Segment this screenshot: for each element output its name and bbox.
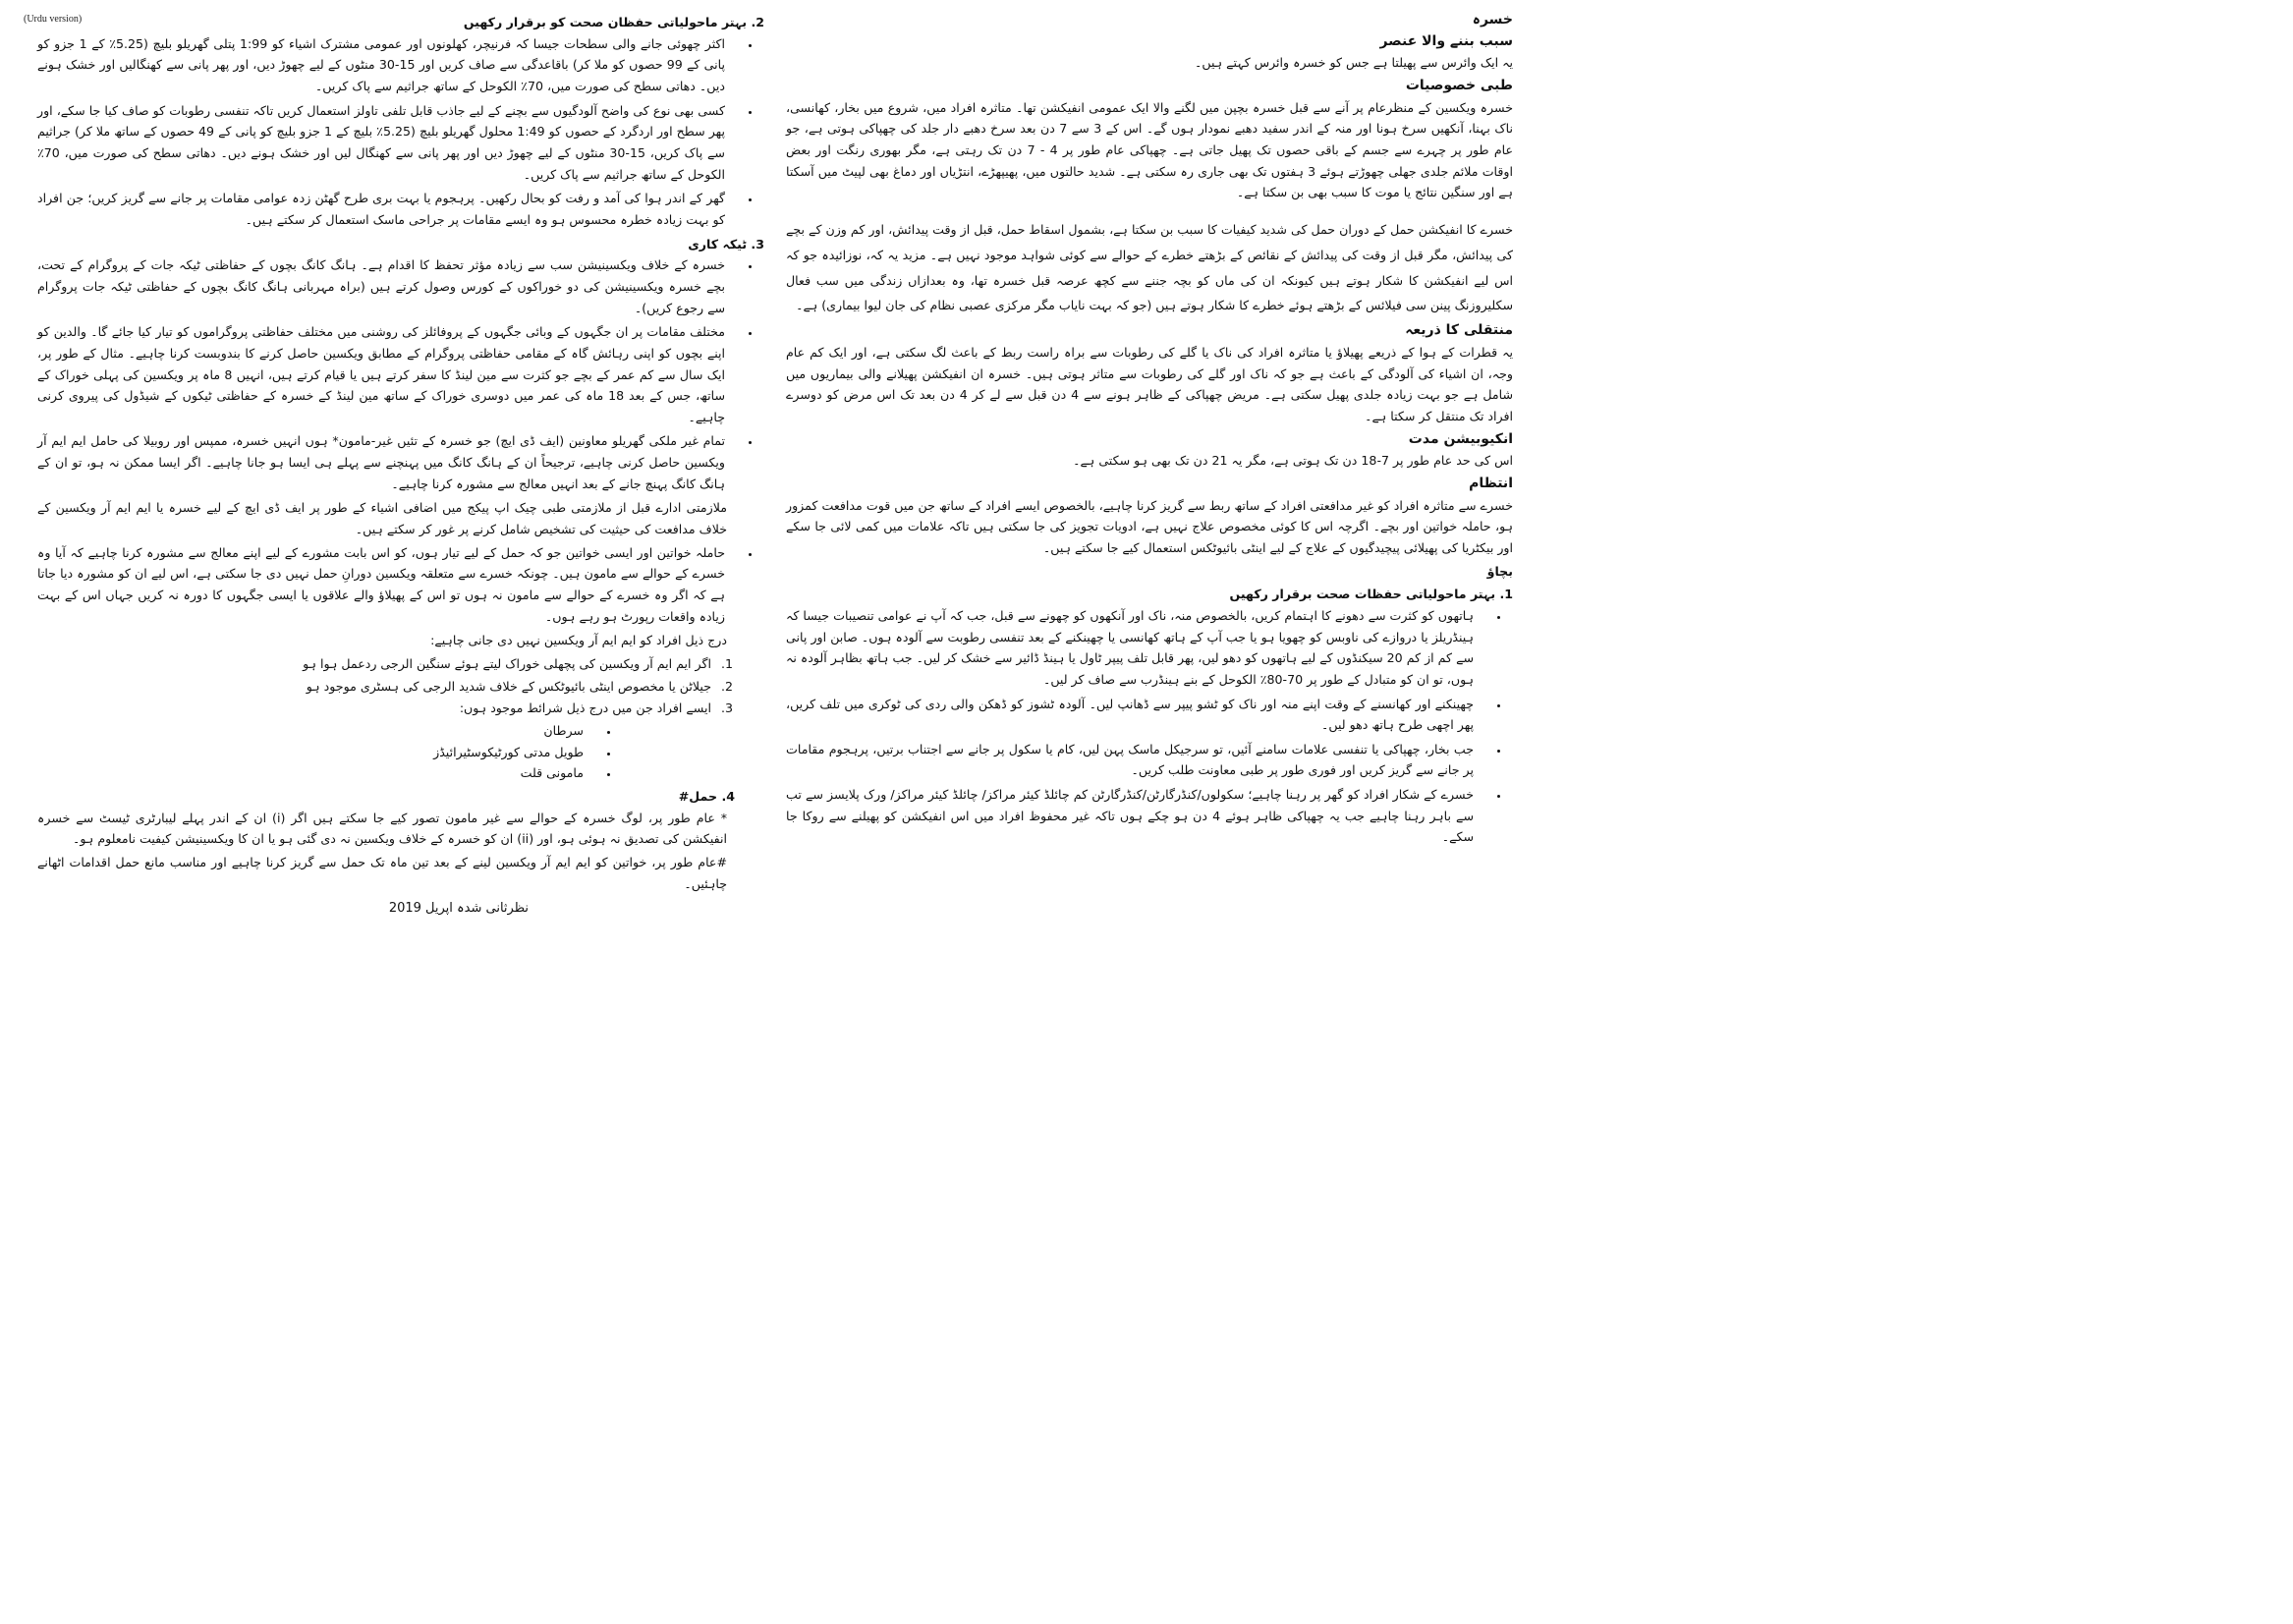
list-item: • خسرہ کے خلاف ویکسینیشن سب سے زیادہ مؤثر تحفظ کا اقدام ہے۔ ہانگ کانگ بچوں کے حفاظتی ٹیکہ جات کے پروگرام کے تحت، بچے خسرہ ویکسینیشن کی دو خوراکوں کے کورس وصول کرتے ہیں (براہ مہربانی ہانگ کانگ بچوں کے حفاظتی ٹیکہ جات پروگرام سے رجوع کریں)۔ <box>37 254 739 318</box>
document-title: خسرہ <box>1472 12 1513 28</box>
agent-heading: سبب بننے والا عنصر <box>1379 32 1513 49</box>
mmr-exclusion-intro: درج ذیل افراد کو ایم ایم آر ویکسین نہیں دی جانی چاہیے: <box>430 633 727 648</box>
hygiene-bullet-list <box>786 605 1513 848</box>
incubation-heading: انکیوبیشن مدت <box>1408 430 1513 447</box>
transmission-text: یہ قطرات کے ہوا کے ذریعے پھیلاؤ یا متاثرہ افراد کی ناک یا گلے کی رطوبات سے براہ راست ربط کے باعث لگ سکتی ہے، اور ایک کم عام وجہ، ان اشیاء کی آلودگی کے باعث ہے جو کہ ناک اور گلے کی رطوبات سے متاثر ہوتی ہیں۔ خسرہ ان انفیکشن پھیلانے والی بیماریوں میں شامل ہے جو بہت زیادہ جلدی پھیل سکتی ہے۔ مریض چھپاکی کے ظاہر ہونے سے 4 دن قبل سے لے کر 4 دن بعد تک اس مرض کو دوسرے افراد تک منتقل کر سکتا ہے۔ <box>786 344 1514 423</box>
prevention-subheading-2: 2. بہتر ماحولیاتی حفظان صحت کو برقرار رکھیں <box>463 15 764 29</box>
list-item: • کسی بھی نوع کی واضح آلودگیوں سے بچنے کے لیے جاذب قابل تلفی تاولز استعمال کریں تاکہ تنفسی رطوبات کو صاف کیا جا سکے، اور پھر سطح اور اردگرد کے حصوں کو 1:49 محلول گھریلو بلیچ (5.25٪ بلیچ کے 1 جزو بلیچ کو پانی کے 49 حصوں کے ساتھ ملا کر) جراثیم سے پاک کریں، 15-30 منٹوں کے لیے چھوڑ دیں اور پھر پانی سے کھنگال لیں اور خشک ہونے دیں۔ دھاتی سطح کی صورت میں، 70٪ الکوحل کے ساتھ جراثیم سے پاک کریں۔ <box>37 100 739 186</box>
list-item: • جب بخار، چھپاکی یا تنفسی علامات سامنے آئیں، تو سرجیکل ماسک پہن لیں، کام یا سکول پر جانے سے اجتناب برتیں، پرہجوم مقامات پر جانے سے گریز کریں اور فوری طور پر طبی معاونت طلب کریں۔ <box>786 739 1487 781</box>
list-item: • طویل مدتی کورٹیکوسٹیرائیڈز <box>37 742 597 763</box>
footnote-pregnancy: #عام طور پر، خواتین کو ایم ایم آر ویکسین لینے کے بعد تین ماہ تک حمل سے گریز کرنا چاہیے اور مناسب مانع حمل اقدامات اٹھانے چاہئیں۔ <box>37 854 727 891</box>
list-item: • سرطان <box>37 720 597 742</box>
vaccination-bullet-list <box>37 254 764 494</box>
prevention-subheading-4: 4. حمل# <box>678 788 735 804</box>
list-item: • تمام غیر ملکی گھریلو معاونین (ایف ڈی ایچ) جو خسرہ کے تئیں غیر-مامون* ہوں انہیں خسرہ، ممپس اور روبیلا کی حامل ایم ایم آر ویکسین حاصل کرنی چاہیے، ترجیحاً ان کے ہانگ کانگ میں پہنچنے سے پہلے ہی ایسا ہو جانا چاہیے۔ اگر ایسا ممکن نہ ہو، تو ان کے ہانگ کانگ پہنچ جانے کے بعد انہیں معالج سے مشورہ کرنا چاہیے۔ <box>37 430 739 494</box>
environment-bullet-list <box>37 33 764 231</box>
footnote-non-immune: * عام طور پر، لوگ خسرہ کے حوالے سے غیر مامون تصور کیے جا سکتے ہیں اگر (i) ان کے اندر پہلے لیبارٹری ٹیسٹ سے خسرہ انفیکشن کی تصدیق نہ ہوئی ہو، اور (ii) ان کو خسرہ کے خلاف ویکسین نہ دی گئی ہو یا ان کا ویکسینیشن کیفیت نامعلوم ہو۔ <box>37 810 727 847</box>
transmission-heading: منتقلی کا ذریعہ <box>1405 322 1513 339</box>
clinical-paragraph-2: خسرے کا انفیکشن حمل کے دوران حمل کی شدید کیفیات کا سبب بن سکتا ہے، بشمول اسقاط حمل، قبل از وقت پیدائش، اور کم وزن کے بچے کی پیدائش، مگر قبل از وقت کی پیدائش کے نقائص کے بڑھتے خطرے کے حوالے سے کوئی شواہد موجود نہیں ہے۔ مزید یہ کہ، نوزائیدہ جو کہ اس لیے انفیکشن کا شکار ہوتے ہیں کیونکہ ان کی ماں کو بچہ جننے سے کچھ عرصہ قبل خسرہ تھا، وہ بعدازاں زندگی میں سب فعال سکلیروزنگ پینن سی فیلائس کے بڑھتے ہوئے خطرے کا شکار ہوتے ہیں (جو کہ بہت نایاب مگر مرکزی عصبی نظام کی جان لیوا بیماری) ہے۔ <box>786 222 1513 313</box>
clinical-heading: طبی خصوصیات <box>1405 78 1513 94</box>
employer-note: ملازمتی ادارے قبل از ملازمتی طبی چیک اپ پیکج میں اضافی اشیاء کے طور پر ایف ڈی ایچ کے لیے خسرہ یا ایم ایم آر ویکسین کے خلاف مدافعت کی حیثیت کی تشخیص شامل کرنے پر غور کر سکتے ہیں۔ <box>37 500 727 537</box>
list-item: • حاملہ خواتین اور ایسی خواتین جو کہ حمل کے لیے تیار ہوں، کو اس بابت مشورے کے لیے اپنے معالج سے مشورہ کرنا چاہیے کہ آیا وہ خسرے کے حوالے سے مامون ہیں۔ چونکہ خسرے سے متعلقہ ویکسین دورانِ حمل نہیں دی جا سکتی ہے، اس لیے ان کو مشورہ دیا جاتا ہے کہ اگر وہ خسرے کے حوالے سے مامون نہ ہوں تو اس کے پھیلاؤ والے علاقوں یا ایسی جگہوں کا دورہ نہ کریں جہاں اس کے بہت زیادہ واقعات رپورٹ ہو رہے ہوں۔ <box>37 542 739 628</box>
list-item: • ہاتھوں کو کثرت سے دھونے کا اہتمام کریں، بالخصوص منہ، ناک اور آنکھوں کو چھونے سے قبل، جب کہ آپ نے عوامی تنصیبات جیسا کہ ہینڈریلز یا دروازے کی ناوبس کو چھویا ہو یا جب آپ کے ہاتھ کھانسی یا چھینکنے کے بعد تنفسی رطوبت سے آلودہ ہوں۔ صابن اور پانی سے کم از کم 20 سیکنڈوں کے لیے ہاتھوں کو دھو لیں، پھر قابل تلف پیپر ٹاول یا ہینڈ ڈائیر سے خشک کر لیں۔ جب ہاتھ بظاہر آلودہ نہ ہوں، تو ان کو متبادل کے طور پر 70-80٪ الکوحل کے بنے ہینڈرب سے صاف کر لیں۔ <box>786 605 1487 691</box>
agent-text: یہ ایک وائرس سے پھیلتا ہے جس کو خسرہ وائرس کہتے ہیں۔ <box>1194 55 1513 71</box>
management-text: خسرے سے متاثرہ افراد کو غیر مدافعتی افراد کے ساتھ ربط سے گریز کرنا چاہیے، بالخصوص ایسے افراد کے ساتھ جن میں قوت مدافعت کمزور ہو، حاملہ خواتین اور بچے۔ اگرچہ اس کا کوئی مخصوص علاج نہیں ہے، ادویات تجویز کی جا سکتی ہیں تاکہ علامات میں کمی لائی جا سکے اور بیکٹریا کی پھیلائی پیچیدگیوں کے علاج کے لیے اینٹی بائیوٹکس استعمال کیے جا سکتے ہیں۔ <box>786 497 1513 555</box>
right-column <box>786 10 1513 851</box>
pregnancy-advice-list <box>37 542 764 628</box>
revision-date: نظرثانی شدہ اپریل 2019 <box>388 901 529 917</box>
prevention-heading: بچاؤ <box>1486 563 1513 579</box>
prevention-subheading-1: 1. بہتر ماحولیاتی حفظات صحت برقرار رکھیں <box>1229 587 1513 602</box>
list-item: • چھینکنے اور کھانسنے کے وقت اپنے منہ اور ناک کو ٹشو پیپر سے ڈھانپ لیں۔ آلودہ ٹشوز کو ڈھکن والی ردی کی ٹوکری میں تلف کریں، پھر اچھی طرح ہاتھ دھو لیں۔ <box>786 694 1487 736</box>
list-item: 3. ایسے افراد جن میں درج ذیل شرائط موجود ہوں: <box>37 698 717 719</box>
incubation-text: اس کی حد عام طور پر 7-18 دن تک ہوتی ہے، مگر یہ 21 دن تک بھی ہو سکتی ہے۔ <box>1073 453 1513 469</box>
prevention-subheading-3: 3. ٹیکہ کاری <box>688 236 764 252</box>
left-column <box>37 10 764 921</box>
list-item: 2. جیلاٹن یا مخصوص اینٹی بائیوٹکس کے خلاف شدید الرجی کی ہسٹری موجود ہو <box>37 676 717 698</box>
list-item: 1. اگر ایم ایم آر ویکسین کی پچھلی خوراک لیتے ہوئے سنگین الرجی ردعمل ہوا ہو <box>37 653 717 675</box>
management-heading: انتظام <box>1469 475 1513 491</box>
leaflet-page <box>0 0 1525 1081</box>
list-item: • خسرے کے شکار افراد کو گھر پر رہنا چاہیے؛ سکولوں/کنڈرگارٹن/کنڈرگارٹن کم چائلڈ کیئر مراکز/ چائلڈ کیئر مراکز/ ورک پلایسز سے تب سے باہر رہنا چاہیے جب یہ چھپاکی ظاہر ہوئے 4 دن ہو چکے ہوں تاکہ غیر محفوظ افراد میں اس انفیکشن کو پھیلنے سے روکا جا سکے۔ <box>786 784 1487 848</box>
list-item: • گھر کے اندر ہوا کی آمد و رفت کو بحال رکھیں۔ پرہجوم یا بہت بری طرح گھٹن زدہ عوامی مقامات پر جانے سے گریز کریں؛ جن افراد کو بہت زیادہ خطرہ محسوس ہو وہ ایسے مقامات پر جراحی ماسک استعمال کر سکتے ہیں۔ <box>37 188 739 230</box>
conditions-list <box>37 720 764 784</box>
mmr-exclusion-list <box>37 653 764 719</box>
list-item: • اکثر چھوئی جانے والی سطحات جیسا کہ فرنیچر، کھلونوں اور عمومی مشترک اشیاء کو 1:99 پتلی گھریلو بلیچ (5.25٪ کے 1 جزو کو پانی کے 99 حصوں کو ملا کر) باقاعدگی سے صاف کریں اور 15-30 منٹوں کے لیے چھوڑ دیں، اور پھر پانی سے کھنگالیں اور خشک ہونے دیں۔ دھاتی سطح کی صورت میں، 70٪ الکوحل کے ساتھ جراثیم سے پاک کریں۔ <box>37 33 739 97</box>
clinical-paragraph-1: خسرہ ویکسین کے منظرعام پر آنے سے قبل خسرہ بچپن میں لگنے والا ایک عمومی انفیکشن تھا۔ متاثرہ افراد میں، شروع میں بخار، کھانسی، ناک بہنا، آنکھیں سرخ ہونا اور منہ کے اندر سفید دھبے نمودار ہوں گے۔ اس کے 3 سے 7 دن بعد سرخ دھبے دار جلد کی چھپاکی ہوتی ہے، جو عام طور پر چہرے سے جسم کے باقی حصوں تک پھیل جاتی ہے۔ چھپاکی عام طور پر 4 - 7 دن تک رہتی ہے، مگر بھوری رنگت اور بعض اوقات ملائم جلدی جھلی چھوڑتے ہوئے 3 ہفتوں تک بھی جاری رہ سکتی ہے۔ شدید حالتوں میں، پھیپھڑے، انتڑیاں اور دماغ بھی لپیٹ میں آسکتا ہے اور سنگین نتائج یا موت کا سبب بھی بن سکتا ہے۔ <box>786 99 1514 200</box>
list-item: • مختلف مقامات پر ان جگہوں کے وبائی جگہوں کے پروفائلز کی روشنی میں مختلف حفاظتی پروگراموں کو تیار کیا جائے گا۔ والدین کو اپنے بچوں کو اپنی رہائش گاہ کے مقامی حفاظتی پروگرام کے مطابق ویکسین حاصل کرنے کا بندوبست کرنا چاہیے۔ مثال کے طور پر، ایک سال سے کم عمر کے بچے جو کثرت سے مین لینڈ کا سفر کرتے ہیں یا قیام کرتے ہیں، انہیں 8 ماہ پر ویکسین کی پہلی خوراک کے ساتھ، جس کے بعد 18 ماہ کی عمر میں دوسری خوراک کے ساتھ مین لینڈ کے خسرہ کے حفاظتی ٹیکوں کے شیڈول کی پیروی کرنی چاہیے۔ <box>37 321 739 427</box>
version-tag: (Urdu version) <box>24 14 83 25</box>
list-item: • مامونی قلت <box>37 762 597 784</box>
